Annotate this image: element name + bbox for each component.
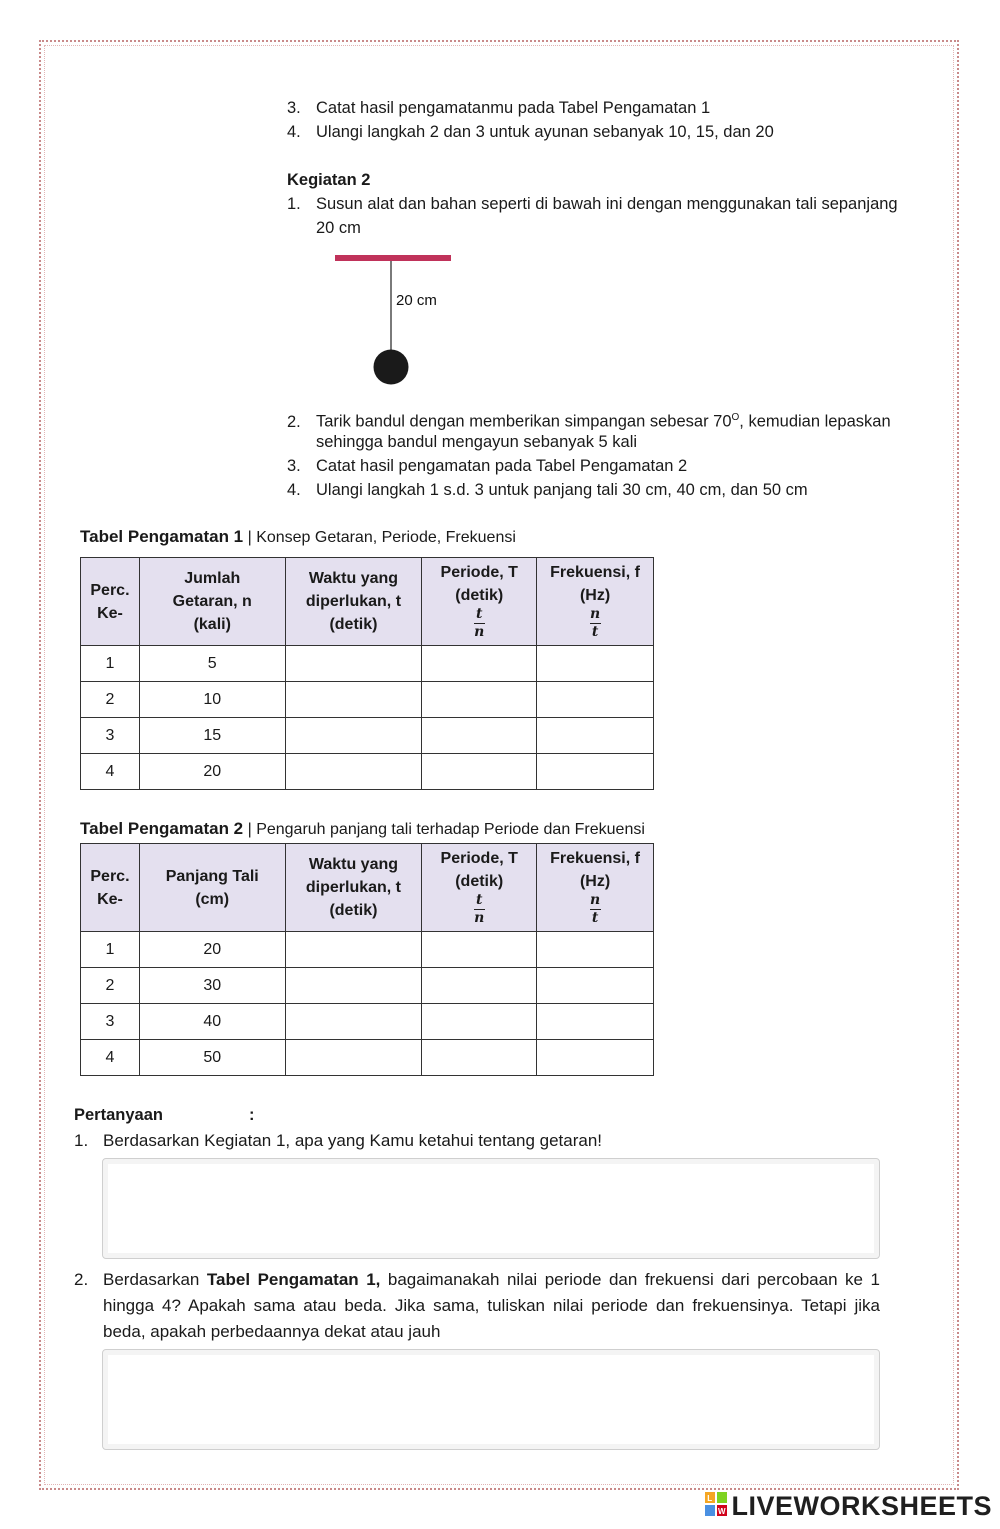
table1-cell-perc: 1 xyxy=(81,646,140,682)
kegiatan2-step-1-cont: 20 cm xyxy=(316,219,361,237)
question-2: Berdasarkan Tabel Pengamatan 1, bagaimanakah nilai periode dan frekuensi dari percobaan ke 1 hingga 4? Apakah sama atau beda. Jika sama, tuliskan nilai periode dan frekuensinya. Tetapi jika beda, apakah perbedaannya dekat atau jauh xyxy=(103,1270,880,1341)
table1-cell-waktu-input[interactable] xyxy=(285,754,422,790)
kegiatan2-step-3: 3. Catat hasil pengamatan pada Tabel Pengamatan 2 xyxy=(287,457,688,475)
table2-header-row xyxy=(81,844,654,932)
table1-cell-periode-input[interactable] xyxy=(422,682,537,718)
table1-periode-formula: $\frac{t}{n}$ xyxy=(474,605,485,640)
kegiatan2-step-2: 2. Tarik bandul dengan memberikan simpangan sebesar $70^O$, kemudian lepaskan xyxy=(287,412,891,431)
table2-cell-periode-input[interactable] xyxy=(422,1004,537,1040)
table2-title: Tabel Pengamatan 2 | Pengaruh panjang tali terhadap Periode dan Frekuensi xyxy=(80,819,645,838)
table2-cell-perc: 1 xyxy=(81,932,140,968)
table2-frekuensi-formula: $\frac{n}{t}$ xyxy=(589,891,601,926)
question-2-num: 2. xyxy=(74,1270,89,1289)
table1-cell-waktu-input[interactable] xyxy=(285,718,422,754)
table1-cell-perc: 2 xyxy=(81,682,140,718)
table1-cell-jumlah: 15 xyxy=(139,718,285,754)
table1-cell-waktu-input[interactable] xyxy=(285,646,422,682)
table1-cell-jumlah: 10 xyxy=(139,682,285,718)
answer-box-2[interactable] xyxy=(102,1349,880,1450)
question-1: 1. Berdasarkan Kegiatan 1, apa yang Kamu ketahui tentang getaran! xyxy=(74,1131,603,1150)
table1-frekuensi-formula: $\frac{n}{t}$ xyxy=(589,605,601,640)
table-row xyxy=(81,646,654,682)
table2-cell-periode-input[interactable] xyxy=(422,968,537,1004)
questions-colon: : xyxy=(249,1106,255,1124)
step-4-kegiatan1: 4. Ulangi langkah 2 dan 3 untuk ayunan sebanyak 10, 15, dan 20 xyxy=(287,123,774,141)
liveworksheets-logo-icon xyxy=(705,1492,727,1523)
observation-table-1 xyxy=(80,557,654,790)
pendulum-length-label: 20 cm xyxy=(396,292,437,309)
table1-header-waktu: Waktu yang diperlukan, t (detik) xyxy=(285,558,422,646)
table2-periode-formula: $\frac{t}{n}$ xyxy=(474,891,485,926)
table1-cell-perc: 3 xyxy=(81,718,140,754)
answer-box-1[interactable] xyxy=(102,1158,880,1259)
table1-cell-jumlah: 20 xyxy=(139,754,285,790)
pendulum-support-bar xyxy=(335,255,451,261)
step-3-kegiatan1: 3. Catat hasil pengamatanmu pada Tabel Pengamatan 1 xyxy=(287,99,711,117)
table1-header-frekuensi: Frekuensi, f (Hz) $\frac{n}{t}$ xyxy=(537,558,654,646)
table2-header-waktu: Waktu yang diperlukan, t (detik) xyxy=(285,844,422,932)
kegiatan2-heading: Kegiatan 2 xyxy=(287,171,371,189)
table2-cell-perc: 3 xyxy=(81,1004,140,1040)
table2-cell-panjang: 40 xyxy=(139,1004,285,1040)
pendulum-bob xyxy=(374,350,409,385)
table-row xyxy=(81,1004,654,1040)
table-row xyxy=(81,968,654,1004)
table2-cell-perc: 2 xyxy=(81,968,140,1004)
table1-cell-frekuensi-input[interactable] xyxy=(537,754,654,790)
kegiatan2-step-1: 1. Susun alat dan bahan seperti di bawah ini dengan menggunakan tali sepanjang xyxy=(287,195,898,213)
table1-header-jumlah-getaran: Jumlah Getaran, n (kali) xyxy=(139,558,285,646)
table-row xyxy=(81,754,654,790)
kegiatan2-step-2-cont: sehingga bandul mengayun sebanyak 5 kali xyxy=(316,433,638,451)
observation-table-2 xyxy=(80,843,654,1076)
table2-cell-waktu-input[interactable] xyxy=(285,932,422,968)
table2-cell-frekuensi-input[interactable] xyxy=(537,968,654,1004)
table1-cell-frekuensi-input[interactable] xyxy=(537,718,654,754)
table2-header-frekuensi: Frekuensi, f (Hz) $\frac{n}{t}$ xyxy=(537,844,654,932)
table2-cell-waktu-input[interactable] xyxy=(285,968,422,1004)
liveworksheets-logo[interactable]: L W LIVEWORKSHEETS xyxy=(705,1491,992,1523)
table1-cell-waktu-input[interactable] xyxy=(285,682,422,718)
table1-header-perc: Perc. Ke- xyxy=(81,558,140,646)
table1-cell-periode-input[interactable] xyxy=(422,754,537,790)
table2-cell-waktu-input[interactable] xyxy=(285,1040,422,1076)
table2-cell-waktu-input[interactable] xyxy=(285,1004,422,1040)
table1-header-periode: Periode, T (detik) $\frac{t}{n}$ xyxy=(422,558,537,646)
table2-header-perc: Perc. Ke- xyxy=(81,844,140,932)
table2-cell-periode-input[interactable] xyxy=(422,1040,537,1076)
pendulum-diagram xyxy=(330,250,460,390)
table1-cell-jumlah: 5 xyxy=(139,646,285,682)
table1-cell-frekuensi-input[interactable] xyxy=(537,646,654,682)
table2-header-panjang-tali: Panjang Tali (cm) xyxy=(139,844,285,932)
table2-cell-panjang: 50 xyxy=(139,1040,285,1076)
table2-cell-panjang: 20 xyxy=(139,932,285,968)
table2-header-periode: Periode, T (detik) $\frac{t}{n}$ xyxy=(422,844,537,932)
table2-cell-frekuensi-input[interactable] xyxy=(537,1004,654,1040)
table-row xyxy=(81,718,654,754)
table-row xyxy=(81,682,654,718)
table1-header-row xyxy=(81,558,654,646)
questions-heading: Pertanyaan xyxy=(74,1106,163,1124)
table2-cell-frekuensi-input[interactable] xyxy=(537,1040,654,1076)
svg-text:W: W xyxy=(718,1507,727,1516)
table2-cell-periode-input[interactable] xyxy=(422,932,537,968)
table2-cell-frekuensi-input[interactable] xyxy=(537,932,654,968)
table2-cell-panjang: 30 xyxy=(139,968,285,1004)
table-row xyxy=(81,1040,654,1076)
table1-title: Tabel Pengamatan 1 | Konsep Getaran, Periode, Frekuensi xyxy=(80,527,516,546)
table2-cell-perc: 4 xyxy=(81,1040,140,1076)
table1-cell-periode-input[interactable] xyxy=(422,718,537,754)
table1-cell-frekuensi-input[interactable] xyxy=(537,682,654,718)
kegiatan2-step-4: 4. Ulangi langkah 1 s.d. 3 untuk panjang tali 30 cm, 40 cm, dan 50 cm xyxy=(287,481,808,499)
table1-cell-periode-input[interactable] xyxy=(422,646,537,682)
table-row xyxy=(81,932,654,968)
table1-cell-perc: 4 xyxy=(81,754,140,790)
svg-text:L: L xyxy=(707,1494,714,1503)
